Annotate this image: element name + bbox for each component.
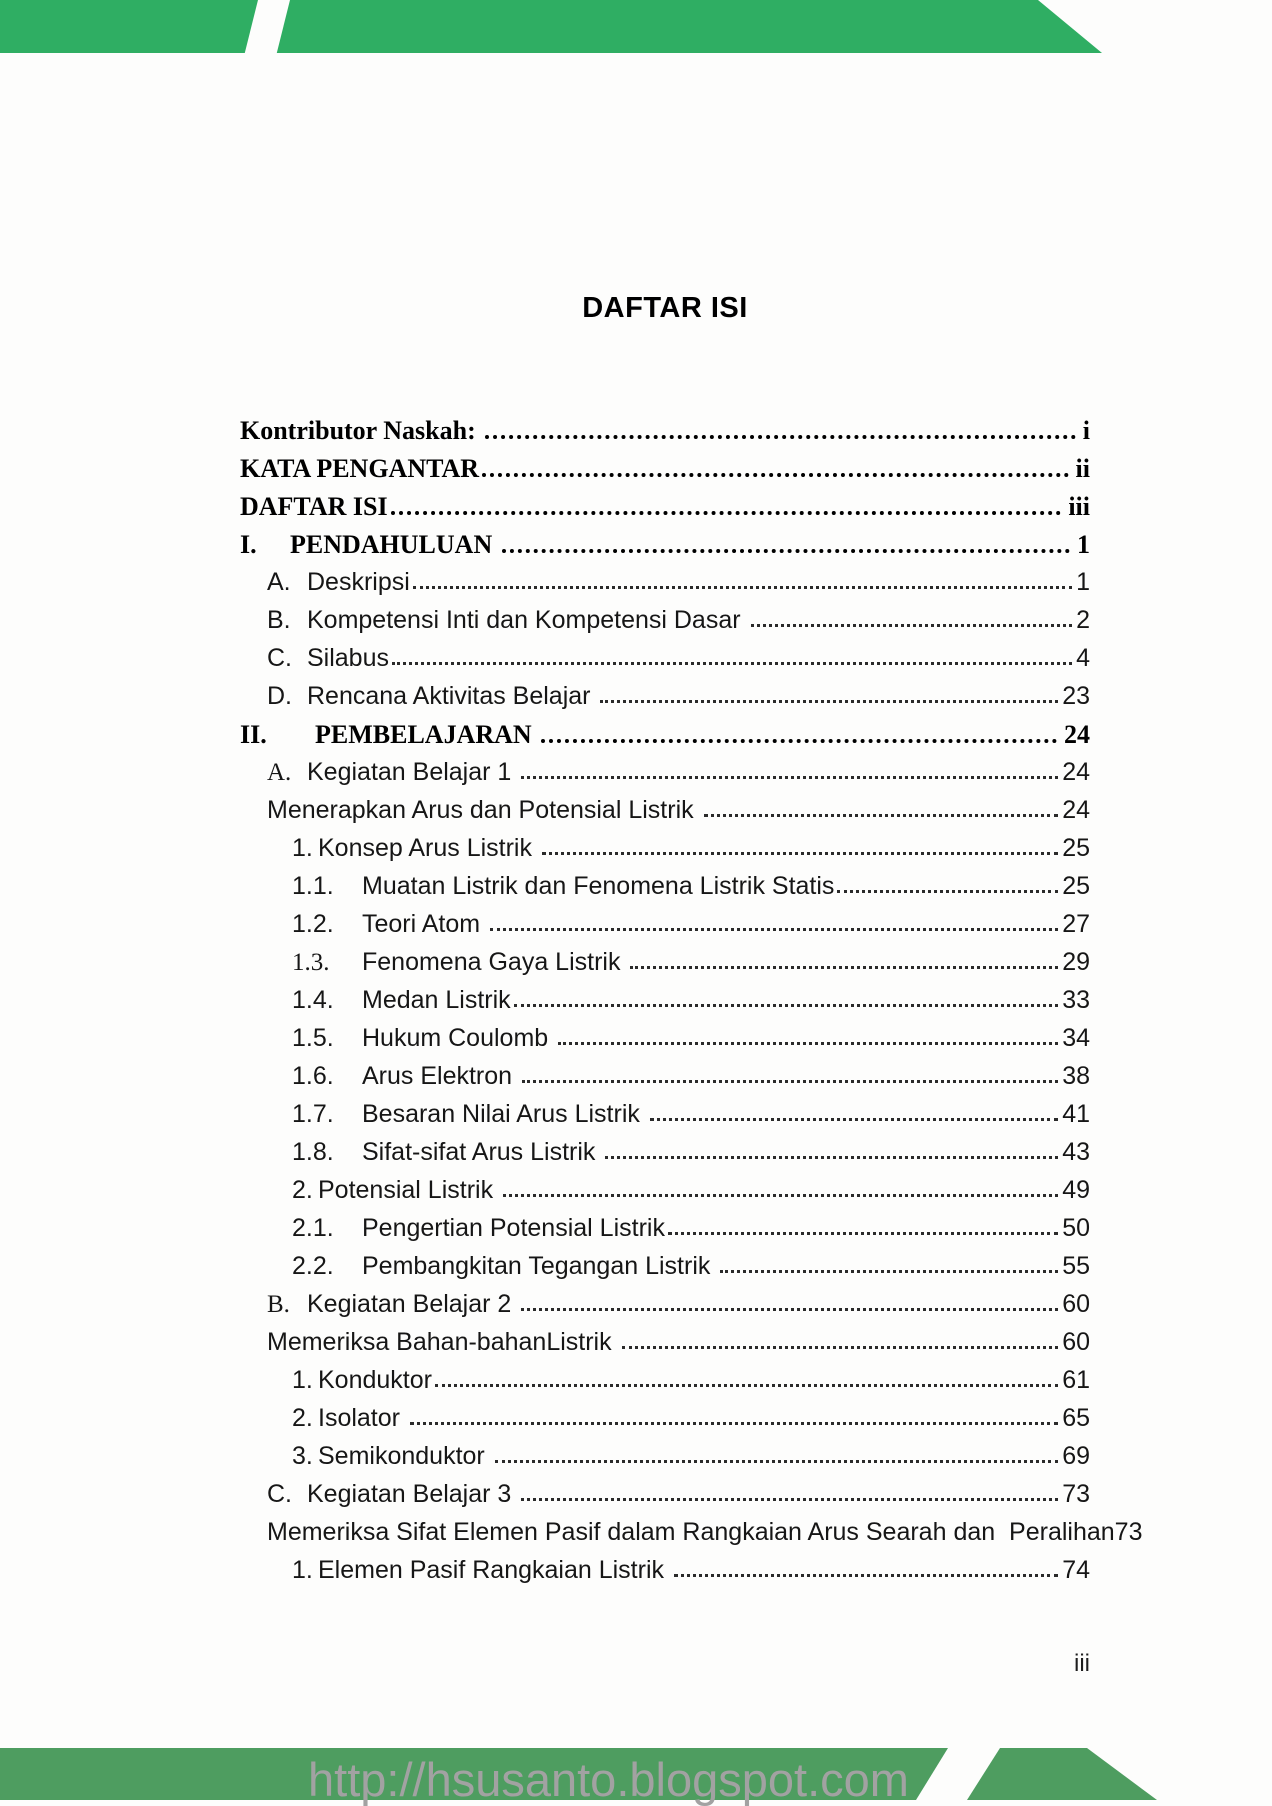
dot-leader: [482, 473, 1068, 477]
toc-entry-title: Memeriksa Sifat Elemen Pasif dalam Rangkaian Arus Searah dan Peralihan: [267, 1518, 1115, 1546]
toc-row: [240, 796, 1090, 834]
toc-entry-label: A.: [267, 759, 292, 786]
toc-entry-label: II.: [240, 720, 267, 749]
dot-leader: [410, 1422, 1058, 1425]
toc-entry-page: 33: [1062, 986, 1090, 1014]
toc-entry-title: Elemen Pasif Rangkaian Listrik: [318, 1556, 671, 1584]
toc-row: [240, 1062, 1090, 1100]
dot-leader: [485, 435, 1076, 439]
toc-entry-label: 1.: [292, 1556, 313, 1584]
toc-entry-label: 2.1.: [292, 1214, 334, 1242]
toc-entry-title: Kontributor Naskah:: [240, 416, 483, 445]
toc-entry-title: Besaran Nilai Arus Listrik: [362, 1100, 647, 1128]
toc-entry-title: Semikonduktor: [318, 1442, 492, 1470]
dot-leader: [720, 1270, 1058, 1273]
dot-leader: [622, 1346, 1059, 1349]
watermark-url: http://hsusanto.blogspot.com: [308, 1753, 909, 1806]
toc-entry-title: Pembangkitan Tegangan Listrik: [362, 1252, 718, 1280]
toc-entry-title: Muatan Listrik dan Fenomena Listrik Statis: [362, 872, 835, 900]
toc-entry-label: 1.8.: [292, 1138, 334, 1166]
toc-entry-page: 2: [1076, 606, 1090, 634]
toc-entry-title: Potensial Listrik: [318, 1176, 501, 1204]
dot-leader: [751, 624, 1073, 627]
dot-leader: [600, 700, 1058, 703]
toc-entry-label: 1.5.: [292, 1024, 334, 1052]
toc-entry-page: 27: [1062, 910, 1090, 938]
toc-row: [240, 606, 1090, 644]
toc-entry-title: Medan Listrik: [362, 986, 511, 1014]
toc-row: [240, 1290, 1090, 1328]
toc-list: [240, 416, 1143, 1594]
toc-entry-label: 3.: [292, 1442, 313, 1470]
dot-leader: [503, 1194, 1058, 1197]
toc-entry-title: Sifat-sifat Arus Listrik: [362, 1138, 603, 1166]
toc-entry-label: 2.: [292, 1404, 313, 1432]
toc-entry-title: Pengertian Potensial Listrik: [362, 1214, 665, 1242]
toc-entry-title: Fenomena Gaya Listrik: [362, 948, 628, 976]
dot-leader: [605, 1156, 1058, 1159]
toc-row: [240, 1480, 1090, 1518]
toc-entry-page: 25: [1062, 834, 1090, 862]
toc-entry-label: C.: [267, 644, 292, 672]
toc-entry-label: 1.3.: [292, 949, 330, 976]
toc-row: [240, 986, 1090, 1024]
dot-leader: [541, 739, 1057, 743]
dot-leader: [837, 890, 1058, 893]
toc-entry-label: A.: [267, 568, 291, 596]
toc-entry-label: 2.2.: [292, 1252, 334, 1280]
toc-entry-title: KATA PENGANTAR: [240, 454, 480, 483]
toc-entry-title: Kompetensi Inti dan Kompetensi Dasar: [307, 606, 748, 634]
toc-entry-page: 55: [1062, 1252, 1090, 1280]
toc-entry-title: Kegiatan Belajar 1: [307, 758, 519, 786]
toc-entry-page: 43: [1062, 1138, 1090, 1166]
toc-entry-page: 60: [1062, 1328, 1090, 1356]
toc-row: [240, 1252, 1090, 1290]
dot-leader: [435, 1384, 1058, 1387]
toc-entry-page: 60: [1062, 1290, 1090, 1318]
toc-row: [240, 1328, 1090, 1366]
toc-entry-label: I.: [240, 530, 257, 559]
dot-leader: [558, 1042, 1058, 1045]
toc-entry-label: 2.: [292, 1176, 313, 1204]
toc-entry-label: 1.2.: [292, 910, 334, 938]
top-banner: [0, 0, 1105, 53]
toc-entry-title: Silabus: [307, 644, 389, 672]
toc-row: [240, 758, 1090, 796]
toc-entry-page: 24: [1064, 720, 1090, 749]
toc-row: [240, 720, 1090, 758]
toc-entry-page: ii: [1075, 454, 1090, 483]
toc-row: [240, 568, 1090, 606]
toc-entry-title: Rencana Aktivitas Belajar: [307, 682, 598, 710]
toc-entry-page: 1: [1077, 530, 1090, 559]
toc-entry-title: PENDAHULUAN: [290, 530, 499, 559]
toc-row: [240, 834, 1090, 872]
toc-entry-page: 34: [1062, 1024, 1090, 1052]
toc-row: [240, 644, 1090, 682]
footer-page-number: iii: [1074, 1650, 1090, 1677]
toc-entry-title: PEMBELAJARAN: [315, 720, 539, 749]
bottom-banner-trapezoid: [940, 1748, 1170, 1800]
toc-row: [240, 1138, 1090, 1176]
toc-entry-label: B.: [267, 606, 291, 634]
toc-entry-page: 25: [1062, 872, 1090, 900]
toc-row: [240, 492, 1090, 530]
toc-row: [240, 1556, 1090, 1594]
toc-row: [240, 454, 1090, 492]
toc-row: [240, 1024, 1090, 1062]
toc-row: [240, 682, 1090, 720]
toc-entry-page: 73: [1114, 1518, 1143, 1546]
toc-entry-title: DAFTAR ISI: [240, 492, 388, 521]
toc-entry-page: 24: [1062, 796, 1090, 824]
toc-entry-page: 38: [1062, 1062, 1090, 1090]
dot-leader: [522, 1080, 1058, 1083]
dot-leader: [668, 1232, 1058, 1235]
toc-entry-page: i: [1082, 416, 1090, 445]
toc-entry-title: Memeriksa Bahan-bahanListrik: [267, 1328, 619, 1356]
toc-entry-page: 41: [1062, 1100, 1090, 1128]
dot-leader: [502, 549, 1070, 553]
toc-row: [240, 948, 1090, 986]
toc-entry-label: 1.6.: [292, 1062, 334, 1090]
toc-row: [240, 1442, 1090, 1480]
toc-row: [240, 1366, 1090, 1404]
toc-entry-page: 74: [1062, 1556, 1090, 1584]
toc-entry-title: Menerapkan Arus dan Potensial Listrik: [267, 796, 701, 824]
toc-row: [240, 1100, 1090, 1138]
toc-entry-label: 1.: [292, 834, 313, 862]
toc-entry-page: 1: [1076, 568, 1090, 596]
toc-entry-page: 73: [1062, 1480, 1090, 1508]
dot-leader: [521, 1498, 1058, 1501]
dot-leader: [521, 776, 1058, 779]
toc-entry-title: Konduktor: [318, 1366, 432, 1394]
toc-entry-page: iii: [1068, 492, 1090, 521]
dot-leader: [490, 928, 1058, 931]
toc-entry-label: C.: [267, 1480, 292, 1508]
toc-row: [240, 1404, 1090, 1442]
toc-entry-title: Arus Elektron: [362, 1062, 520, 1090]
toc-row: [240, 530, 1090, 568]
toc-entry-label: 1.4.: [292, 986, 334, 1014]
dot-leader: [650, 1118, 1058, 1121]
dot-leader: [542, 852, 1058, 855]
toc-entry-title: Hukum Coulomb: [362, 1024, 556, 1052]
toc-entry-title: Deskripsi: [307, 568, 410, 596]
toc-entry-title: Isolator: [318, 1404, 407, 1432]
toc-entry-title: Kegiatan Belajar 3: [307, 1480, 519, 1508]
toc-entry-page: 69: [1062, 1442, 1090, 1470]
dot-leader: [392, 662, 1072, 665]
toc-entry-label: 1.7.: [292, 1100, 334, 1128]
toc-entry-title: Teori Atom: [362, 910, 488, 938]
toc-entry-page: 24: [1062, 758, 1090, 786]
toc-entry-label: B.: [267, 1291, 290, 1318]
dot-leader: [704, 814, 1059, 817]
toc-entry-label: 1.1.: [292, 872, 334, 900]
toc-entry-page: 61: [1062, 1366, 1090, 1394]
toc-entry-page: 29: [1062, 948, 1090, 976]
top-banner-stripe: [245, 0, 290, 53]
toc-row: [240, 872, 1090, 910]
toc-entry-page: 23: [1062, 682, 1090, 710]
toc-row: [240, 910, 1090, 948]
toc-row: [240, 1176, 1090, 1214]
toc-entry-page: 4: [1076, 644, 1090, 672]
toc-entry-title: Konsep Arus Listrik: [318, 834, 539, 862]
toc-entry-label: 1.: [292, 1366, 313, 1394]
toc-row: [240, 1214, 1090, 1252]
toc-entry-page: 65: [1062, 1404, 1090, 1432]
dot-leader: [521, 1308, 1058, 1311]
dot-leader: [514, 1004, 1059, 1007]
dot-leader: [413, 586, 1072, 589]
page-title: DAFTAR ISI: [582, 292, 748, 324]
toc-entry-page: 50: [1062, 1214, 1090, 1242]
dot-leader: [495, 1460, 1058, 1463]
toc-row: [240, 1518, 1143, 1556]
toc-row: [240, 416, 1090, 454]
toc-entry-title: Kegiatan Belajar 2: [307, 1290, 519, 1318]
dot-leader: [630, 966, 1058, 969]
dot-leader: [674, 1574, 1058, 1577]
toc-entry-page: 49: [1062, 1176, 1090, 1204]
toc-entry-label: D.: [267, 682, 292, 710]
dot-leader: [391, 511, 1062, 515]
